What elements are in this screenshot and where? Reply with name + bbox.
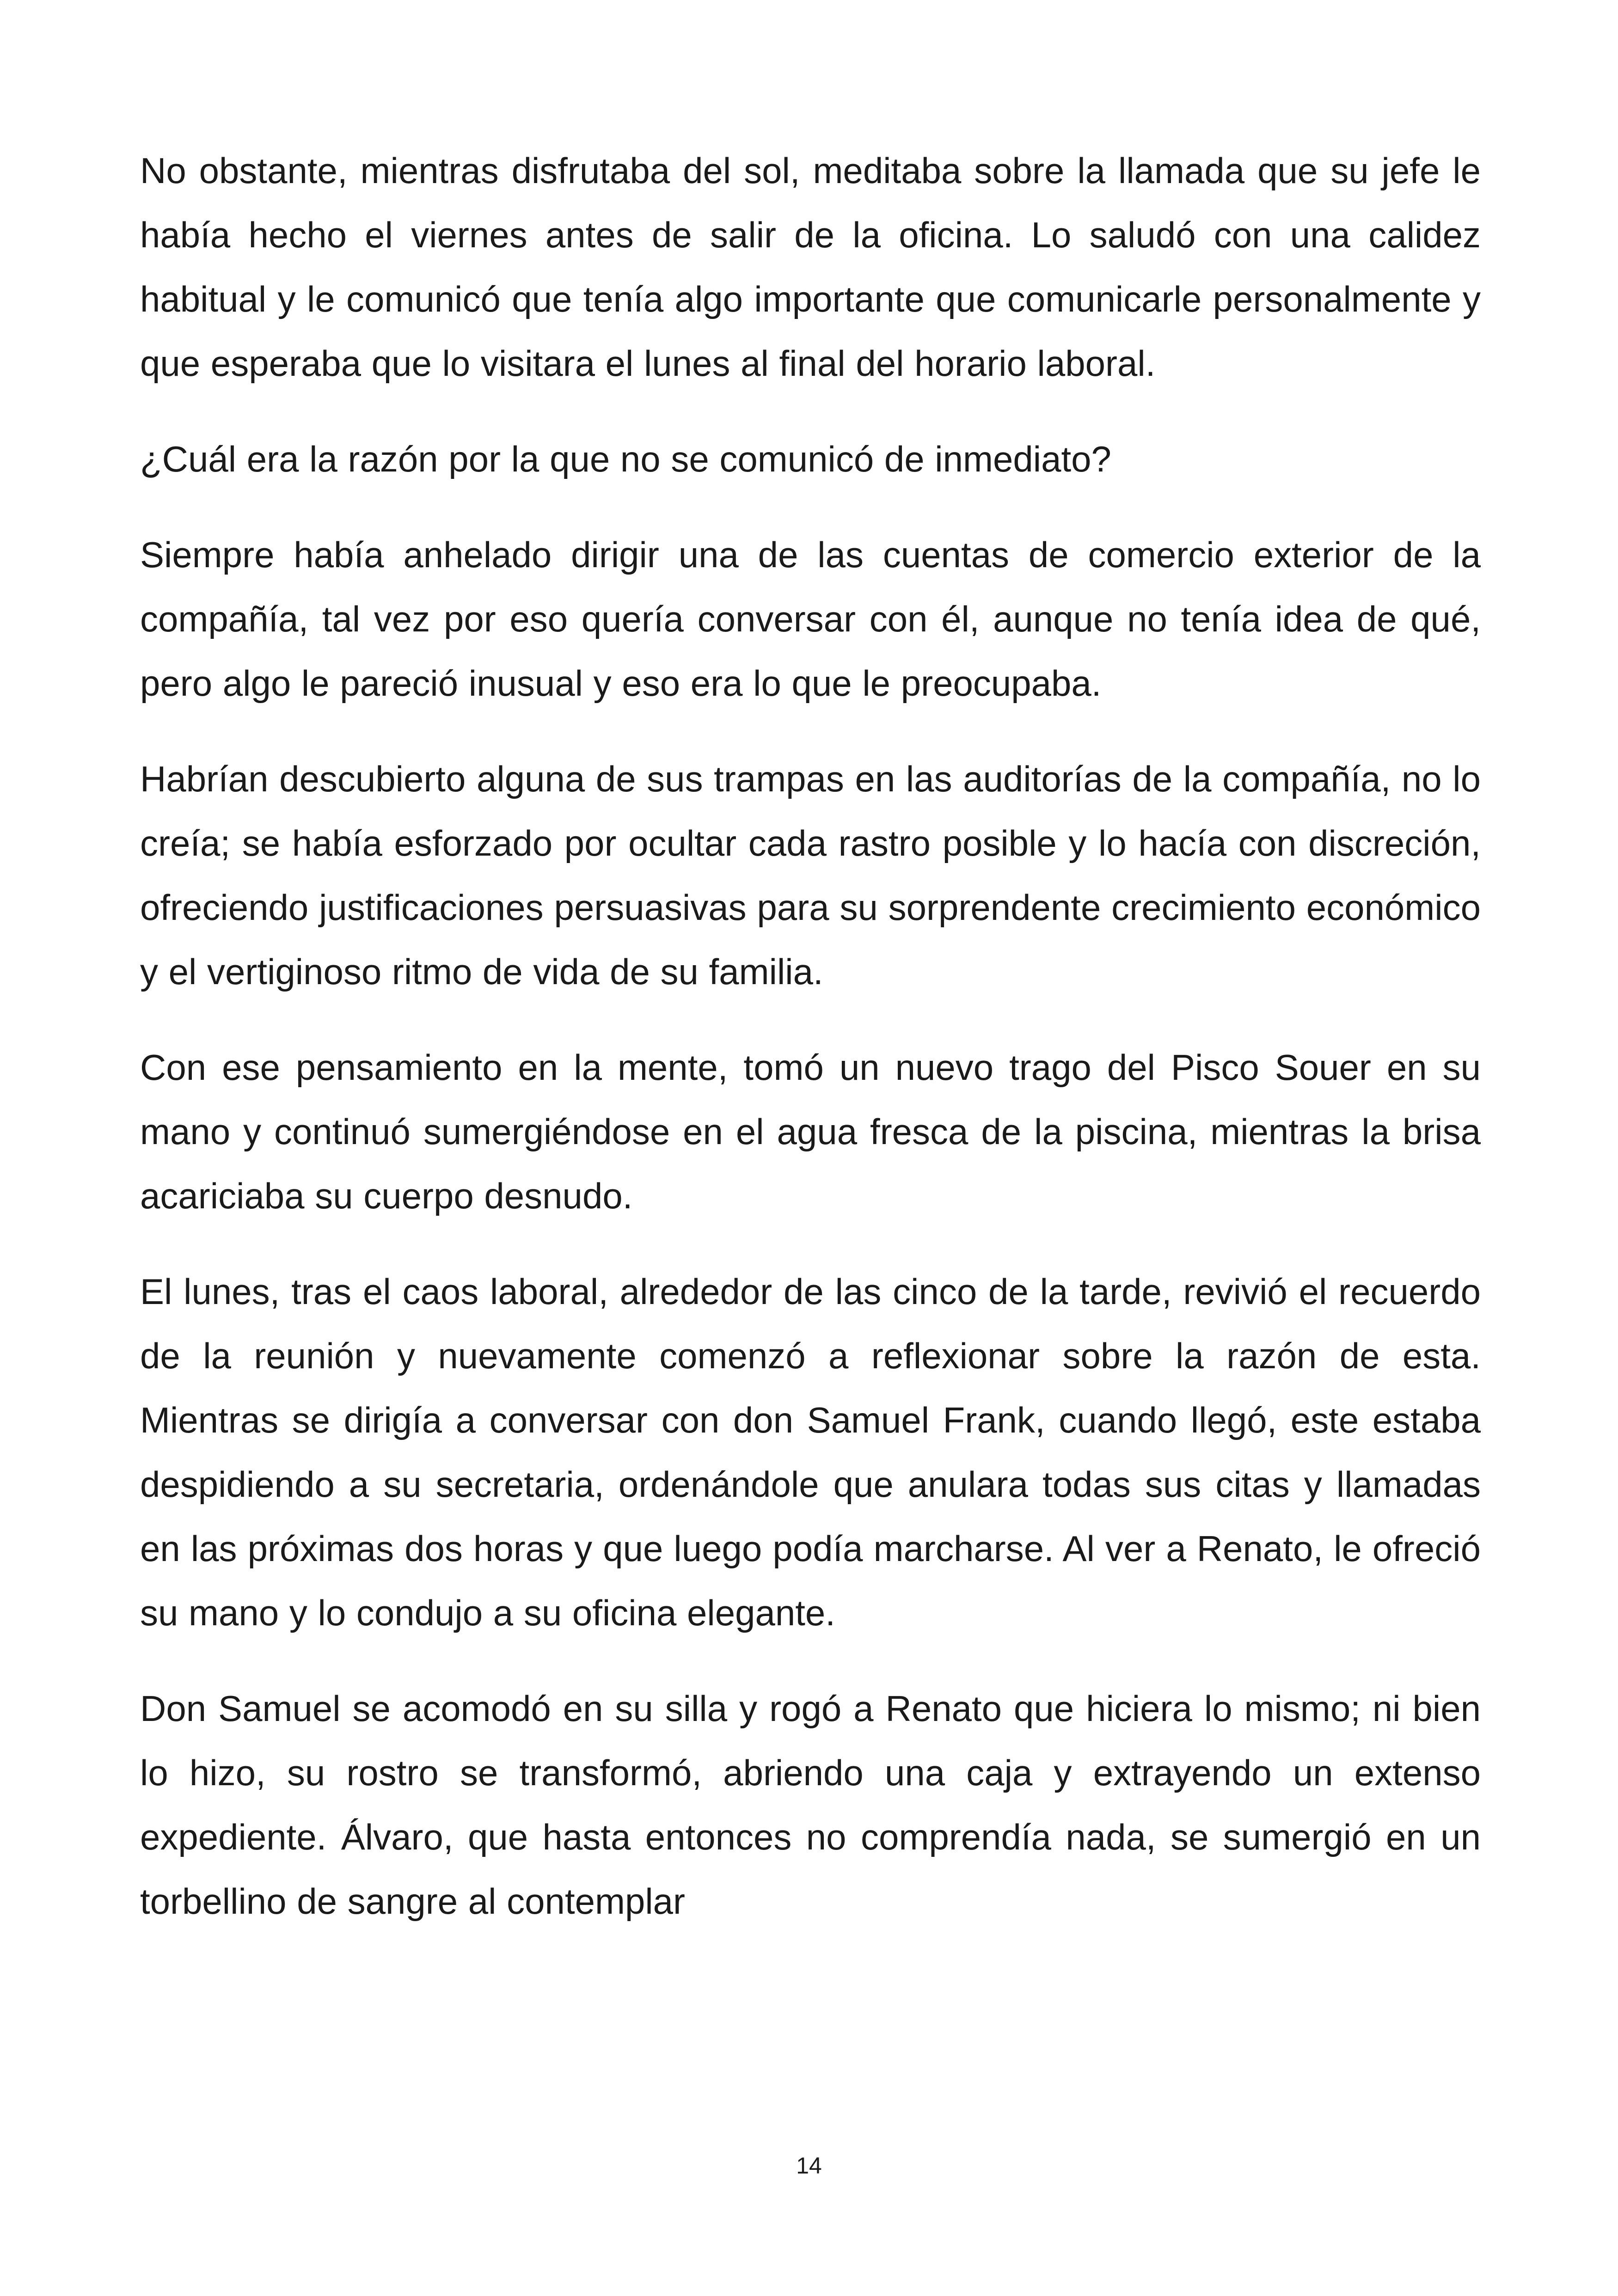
paragraph: Siempre había anhelado dirigir una de las cuentas de comercio exterior de la compañía, tal vez por eso quería conversar con él, aunque no tenía idea de qué, pero algo le pareció inusual y eso era lo que le preocupaba. [140, 534, 1481, 704]
paragraph: Con ese pensamiento en la mente, tomó un nuevo trago del Pisco Souer en su mano y continuó sumergiéndose en el agua fresca de la piscina, mientras la brisa acariciaba su cuerpo desnudo. [140, 1047, 1481, 1216]
paragraph: Habrían descubierto alguna de sus trampas en las auditorías de la compañía, no lo creía; se había esforzado por ocultar cada rastro posible y lo hacía con discreción, ofreciendo justificaciones persuasivas para su sorprendente crecimiento económico y el vertiginoso ritmo de vida de su familia. [140, 759, 1481, 992]
page-number: 14 [796, 2153, 822, 2179]
paragraph: No obstante, mientras disfrutaba del sol, meditaba sobre la llamada que su jefe le había hecho el viernes antes de salir de la oficina. Lo saludó con una calidez habitual y le comunicó que tenía algo importante que comunicarle personalmente y que esperaba que lo visitara el lunes al final del horario laboral. [140, 150, 1481, 384]
paragraph: El lunes, tras el caos laboral, alrededor de las cinco de la tarde, revivió el recuerdo de la reunión y nuevamente comenzó a reflexionar sobre la razón de esta. Mientras se dirigía a conversar con don Samuel Frank, cuando llegó, este estaba despidiendo a su secretaria, ordenándole que anulara todas sus citas y llamadas en las próximas dos horas y que luego podía marcharse. Al ver a Renato, le ofreció su mano y lo condujo a su oficina elegante. [140, 1271, 1481, 1633]
paragraph: ¿Cuál era la razón por la que no se comunicó de inmediato? [140, 439, 1111, 479]
body-text [140, 139, 1481, 1965]
paragraph: Don Samuel se acomodó en su silla y rogó a Renato que hiciera lo mismo; ni bien lo hizo, su rostro se transformó, abriendo una caja y extrayendo un extenso expediente. Álvaro, que hasta entonces no comprendía nada, se sumergió en un torbellino de sangre al contemplar [140, 1688, 1481, 1922]
